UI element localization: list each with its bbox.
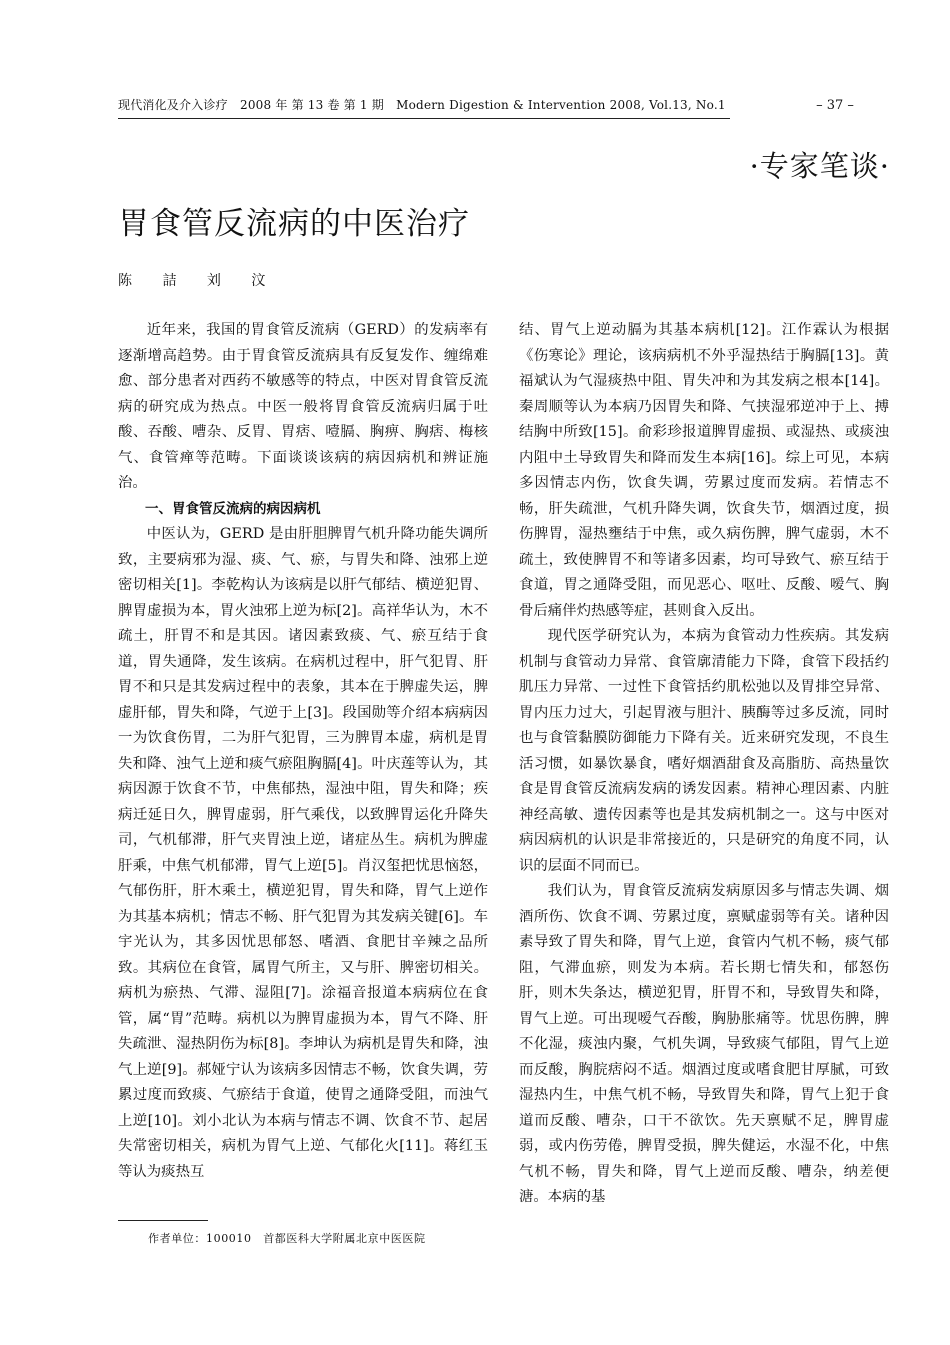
- body-paragraph: 现代医学研究认为，本病为食管动力性疾病。其发病机制与食管动力异常、食管廓清能力下降，食管下段括约肌压力异常、一过性下食管括约肌松弛以及胃排空异常、胃内压力过大，引起胃液与胆汁、胰酶等过多反流，同时也与食管黏膜防御能力下降有关。近来研究发现，不良生活习惯，如暴饮暴食，嗜好烟酒甜食及高脂肪、高热量饮食是胃食管反流病发病的诱发因素。精神心理因素、内脏神经高敏、遗传因素等也是其发病机制之一。这与中医对病因病机的认识是非常接近的，只是研究的角度不同，认识的层面不同而已。: [519, 628, 889, 874]
- body-paragraph: 中医认为，GERD 是由肝胆脾胃气机升降功能失调所致，主要病邪为湿、痰、气、瘀，与胃失和降、浊邪上逆密切相关[1]。李乾构认为该病是以肝气郁结、横逆犯胃、脾胃虚损为本，胃火浊邪上逆为标[2]。高祥华认为，木不疏土，肝胃不和是其因。诸因素致痰、气、瘀互结于食道，胃失通降，发生该病。在病机过程中，肝气犯胃、肝胃不和只是其发病过程中的表象，其本在于脾虚失运，脾虚肝郁，胃失和降，气逆于上[3]。段国勋等介绍本病病因一为饮食伤胃，二为肝气犯胃，三为脾胃本虚，病机是胃失和降、浊气上逆和痰气瘀阻胸膈[4]。叶庆莲等认为，其病因源于饮食不节，中焦郁热，湿浊中阻，胃失和降；疾病迁延日久，脾胃虚弱，肝气乘伐，以致脾胃运化升降失司，气机郁滞，肝气夹胃浊上逆，诸症丛生。病机为脾虚肝乘，中焦气机郁滞，胃气上逆[5]。肖汉玺把忧思恼怒，气郁伤肝，肝木乘土，横逆犯胃，胃失和降，胃气上逆作为其基本病机；情志不畅、肝气犯胃为其发病关键[6]。车宇光认为，其多因忧思郁怒、嗜酒、食肥甘辛辣之品所致。其病位在食管，属胃气所主，又与肝、脾密切相关。病机为瘀热、气滞、湿阻[7]。涂福音报道本病病位在食管，属“胃”范畴。病机以为脾胃虚损为本，胃气不降、肝失疏泄、湿热阴伤为标[8]。李坤认为病机是胃失和降，浊气上逆[9]。郝娅宁认为该病多因情志不畅，饮食失调，劳累过度而致痰、气瘀结于食道，使胃之通降受阻，而浊气上逆[10]。刘小北认为本病与情志不调、饮食不节、起居失常密切相关，病机为胃气上逆、气郁化火[11]。蒋红玉等认为痰热互: [118, 526, 488, 1180]
- column-tag: ·专家笔谈·: [749, 149, 890, 183]
- intro-paragraph: 近年来，我国的胃食管反流病（GERD）的发病率有逐渐增高趋势。由于胃食管反流病具有反复发作、缠绵难愈、部分患者对西药不敏感等的特点，中医对胃食管反流病的研究成为热点。中医一般将胃食管反流病归属于吐酸、吞酸、嘈杂、反胃、胃痞、噎膈、胸痹、胸痞、梅核气、食管瘅等范畴。下面谈谈该病的病因病机和辨证施治。: [118, 322, 488, 491]
- right-column: [519, 318, 889, 1211]
- footnote-divider: [118, 1220, 208, 1221]
- page-number: – 37 –: [816, 98, 854, 113]
- section-heading: 一、胃食管反流病的病因病机: [145, 500, 321, 517]
- header-divider: [118, 118, 730, 119]
- journal-header: 现代消化及介入诊疗 2008 年 第 13 卷 第 1 期 Modern Digestion & Intervention 2008, Vol.13, No.1: [118, 98, 726, 112]
- article-title: 胃食管反流病的中医治疗: [118, 206, 470, 242]
- article-authors: 陈 詰 刘 汶: [118, 273, 279, 289]
- author-affiliation: 作者单位：100010 首都医科大学附属北京中医医院: [148, 1232, 426, 1245]
- body-paragraph: 我们认为，胃食管反流病发病原因多与情志失调、烟酒所伤、饮食不调、劳累过度，禀赋虚弱等有关。诸种因素导致了胃失和降，胃气上逆，食管内气机不畅，痰气郁阻，气滞血瘀，则发为本病。若长期七情失和，郁怒伤肝，则木失条达，横逆犯胃，肝胃不和，导致胃失和降，胃气上逆。可出现嗳气吞酸，胸胁胀痛等。忧思伤脾，脾不化湿，痰浊内聚，气机失调，导致痰气郁阻，胃气上逆而反酸，胸脘痞闷不适。烟酒过度或嗜食肥甘厚腻，可致湿热内生，中焦气机不畅，导致胃失和降，胃气上犯于食道而反酸、嘈杂，口干不欲饮。先天禀赋不足，脾胃虚弱，或内伤劳倦，脾胃受损，脾失健运，水湿不化，中焦气机不畅，胃失和降，胃气上逆而反酸、嘈杂，纳差便溏。本病的基: [519, 883, 889, 1205]
- body-paragraph-continued: 结、胃气上逆动膈为其基本病机[12]。江作霖认为根据《伤寒论》理论，该病病机不外乎湿热结于胸膈[13]。黄福斌认为气湿痰热中阻、胃失冲和为其发病之根本[14]。秦周顺等认为本病乃因胃失和降、气挟湿邪逆冲于上、搏结胸中所致[15]。俞彩珍报道脾胃虚损、或湿热、或痰浊内阻中土导致胃失和降而发生本病[16]。综上可见，本病多因情志内伤，饮食失调，劳累过度而发病。若情志不畅，肝失疏泄，气机升降失调，饮食失节，烟酒过度，损伤脾胃，湿热壅结于中焦，或久病伤脾，脾气虚弱，木不疏土，致使脾胃不和等诸多因素，均可导致气、瘀互结于食道，胃之通降受阻，而见恶心、呕吐、反酸、嗳气、胸骨后痛伴灼热感等症，甚则食入反出。: [519, 322, 889, 619]
- left-column: [118, 318, 488, 1185]
